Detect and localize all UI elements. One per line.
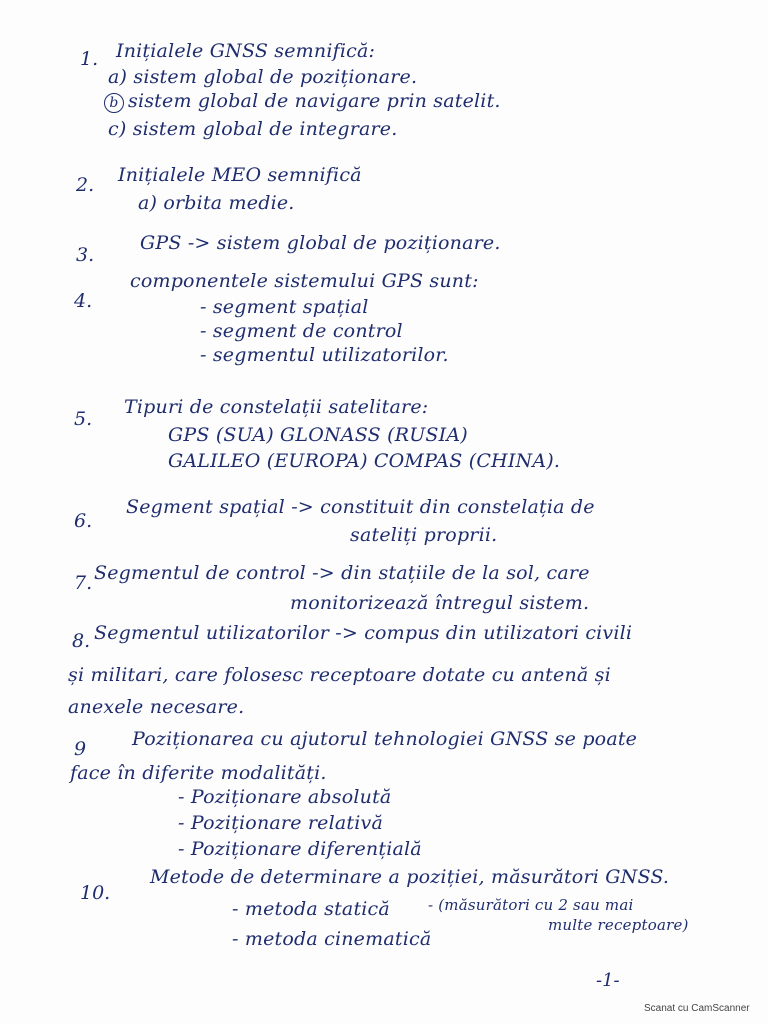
scanner-watermark: Scanat cu CamScanner	[644, 1003, 750, 1014]
question-text: Inițialele GNSS semnifică:	[116, 40, 376, 62]
question-continuation: face în diferite modalități.	[70, 762, 327, 784]
question-continuation: monitorizează întregul sistem.	[290, 592, 590, 614]
question-continuation: anexele necesare.	[68, 696, 245, 718]
answer-option-selected	[104, 90, 501, 113]
question-text: componentele sistemului GPS sunt:	[130, 270, 479, 292]
list-item: - segmentul utilizatorilor.	[200, 344, 449, 366]
item-number: 3.	[76, 244, 95, 266]
answer-option: c) sistem global de integrare.	[108, 118, 398, 140]
answer-option: a) orbita medie.	[138, 192, 295, 214]
item-number: 10.	[80, 882, 111, 904]
question-text: Poziționarea cu ajutorul tehnologiei GNSS se poate	[132, 728, 638, 750]
item-number: 9	[74, 738, 87, 760]
question-continuation: sateliți proprii.	[350, 524, 498, 546]
item-number: 5.	[74, 408, 93, 430]
item-number: 6.	[74, 510, 93, 532]
question-text: Metode de determinare a poziției, măsurători GNSS.	[150, 866, 670, 888]
constellation-line: GALILEO (EUROPA) COMPAS (CHINA).	[168, 450, 561, 472]
answer-option: a) sistem global de poziționare.	[108, 66, 418, 88]
question-continuation: și militari, care folosesc receptoare dotate cu antenă și	[68, 664, 611, 686]
list-item: - segment de control	[200, 320, 403, 342]
list-item: - Poziționare diferențială	[178, 838, 422, 860]
answer-option-text: sistem global de navigare prin satelit.	[128, 90, 501, 112]
note-text: - (măsurători cu 2 sau mai	[428, 896, 634, 914]
page-number: -1-	[596, 970, 620, 991]
question-text: Inițialele MEO semnifică	[118, 164, 362, 186]
selected-circle-mark: b	[104, 93, 124, 113]
constellation-line: GPS (SUA) GLONASS (RUSIA)	[168, 424, 468, 446]
list-item: - Poziționare relativă	[178, 812, 383, 834]
question-text: GPS -> sistem global de poziționare.	[140, 232, 501, 254]
list-item: - segment spațial	[200, 296, 369, 318]
item-number: 7.	[74, 572, 93, 594]
list-item: - metoda cinematică	[232, 928, 432, 950]
question-text: Tipuri de constelații satelitare:	[124, 396, 429, 418]
list-item: - Poziționare absolută	[178, 786, 392, 808]
question-text: Segment spațial -> constituit din constelația de	[126, 496, 595, 518]
item-number: 4.	[74, 290, 93, 312]
question-text: Segmentul utilizatorilor -> compus din utilizatori civili	[94, 622, 633, 644]
question-text: Segmentul de control -> din stațiile de la sol, care	[94, 562, 590, 584]
item-number: 8.	[72, 630, 91, 652]
item-number: 1.	[80, 48, 99, 70]
note-text: multe receptoare)	[548, 916, 689, 934]
item-number: 2.	[76, 174, 95, 196]
list-item: - metoda statică	[232, 898, 390, 920]
